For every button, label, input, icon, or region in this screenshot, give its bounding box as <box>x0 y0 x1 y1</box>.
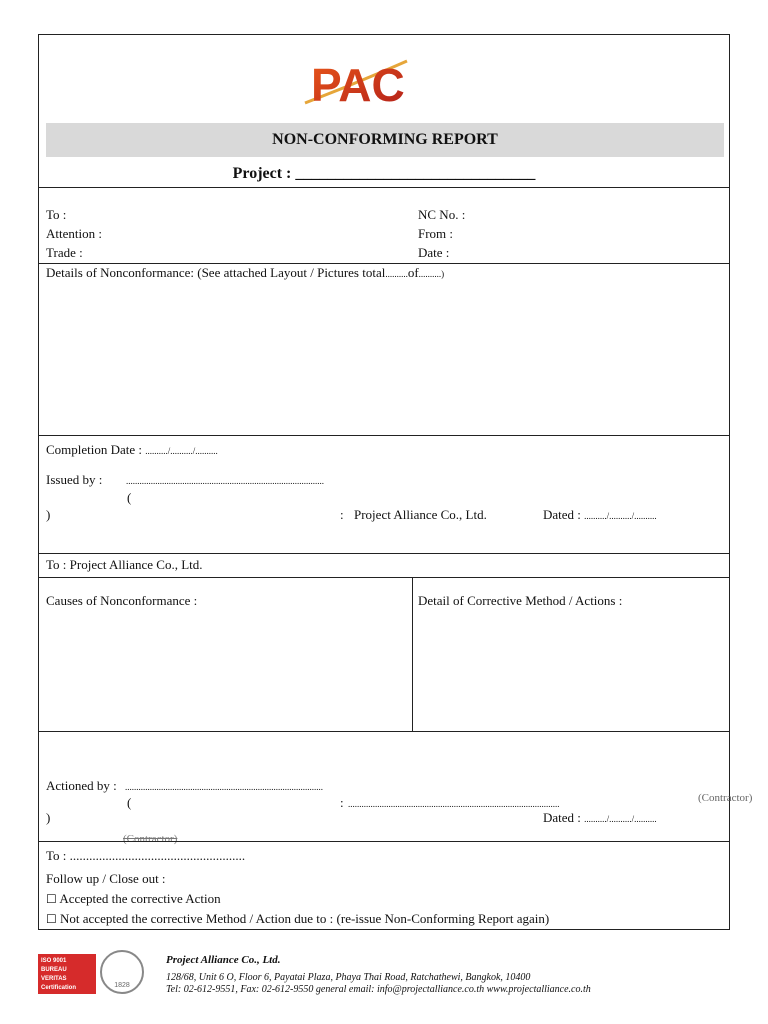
to-label: To : <box>46 207 67 222</box>
corrective-label: Detail of Corrective Method / Actions : <box>418 593 623 608</box>
not-accepted-checkbox[interactable]: ☐ <box>46 912 57 926</box>
footer-address: 128/68, Unit 6 O, Floor 6, Payatai Plaza, Phaya Thai Road, Ratchathewi, Bangkok, 10400 <box>166 972 531 983</box>
issued-dated: Dated : ........../........../.......... <box>543 507 657 522</box>
issued-by-label: Issued by : <box>46 472 103 487</box>
causes-label: Causes of Nonconformance : <box>46 593 198 608</box>
report-title: NON-CONFORMING REPORT <box>46 123 724 157</box>
followup-to: To : ...................................................... <box>46 848 246 863</box>
bureau-veritas-badge: ISO 9001 BUREAU VERITAS Certification <box>38 954 96 994</box>
date-label: Date : <box>418 245 450 260</box>
to-company: To : Project Alliance Co., Ltd. <box>46 557 203 572</box>
issuer-company: Project Alliance Co., Ltd. <box>354 507 487 522</box>
from-label: From : <box>418 226 454 241</box>
option-accepted: ☐ Accepted the corrective Action <box>46 891 221 906</box>
pac-logo <box>297 53 457 109</box>
actioned-close-paren: ) <box>46 810 51 825</box>
svg-text:PAC: PAC <box>311 59 405 109</box>
report-form <box>38 34 753 930</box>
issued-open-paren: ( <box>127 490 132 505</box>
followup-label: Follow up / Close out : <box>46 871 166 886</box>
bureau-veritas-seal: 1828 <box>100 950 144 994</box>
actioned-company-line[interactable]: .............................................................................................. <box>348 799 560 809</box>
footer <box>38 948 738 1008</box>
actioned-open-paren: ( <box>127 795 132 810</box>
actioned-dated: Dated : ........../........../.......... <box>543 810 657 825</box>
option-not-accepted: ☐ Not accepted the corrective Method / Action due to : (re-issue Non-Conforming Report again) <box>46 911 550 926</box>
footer-contact: Tel: 02-612-9551, Fax: 02-612-9550 general email: info@projectalliance.co.th www.projectalliance.co.th <box>166 984 591 995</box>
nc-no-label: NC No. : <box>418 207 466 222</box>
actioned-colon: : <box>340 795 344 810</box>
actioned-by-label: Actioned by : <box>46 778 117 793</box>
actioned-signature-line[interactable]: ........................................................................................ <box>125 782 323 792</box>
project-field[interactable]: Project : ______________________________ <box>232 165 536 182</box>
completion-date: Completion Date : ........../........../.......... <box>46 442 218 457</box>
contractor-left-label: (Contractor) <box>123 833 178 845</box>
pac-logo-graphic <box>297 53 457 109</box>
issued-colon: : <box>340 507 344 522</box>
trade-label: Trade : <box>46 245 83 260</box>
issued-close-paren: ) <box>46 507 51 522</box>
details-label: Details of Nonconformance: (See attached Layout / Pictures total..........of..........) <box>46 265 445 280</box>
contractor-right-label: (Contractor) <box>698 792 753 804</box>
footer-company: Project Alliance Co., Ltd. <box>166 954 281 966</box>
accepted-checkbox[interactable]: ☐ <box>46 892 57 906</box>
issued-by-signature-line[interactable]: ........................................................................................ <box>126 476 324 486</box>
attention-label: Attention : <box>46 226 102 241</box>
